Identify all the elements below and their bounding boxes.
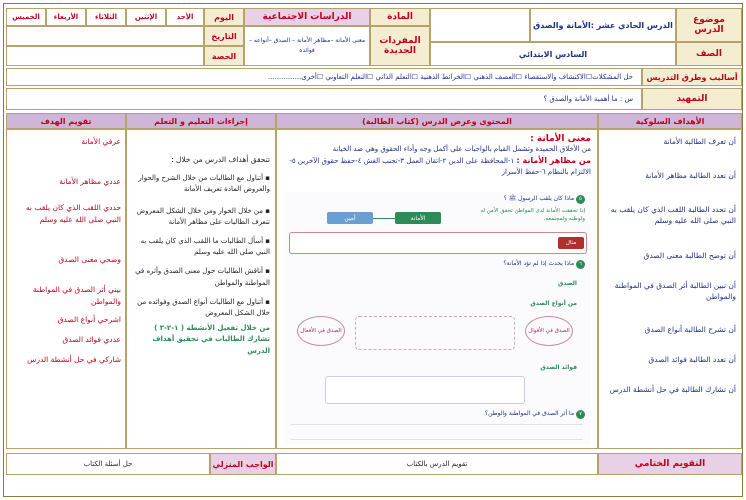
period-value[interactable] — [6, 46, 204, 66]
objective-item: أن تشرح الطالبة أنواع الصدق — [644, 325, 736, 334]
objective-item: أن تعدد الطالبة فوائد الصدق — [648, 355, 736, 364]
procedure-item: ▪ أناقش الطالبات حول معنى الصدق وأثره في المواطنة والمواطن — [135, 267, 270, 287]
material-value: الدراسات الاجتماعية — [244, 8, 370, 26]
intro-value: س : ما أهمية الأمانة والصدق ؟ — [6, 88, 642, 110]
book-effect-lines — [291, 424, 583, 440]
col-evaluation-header: تقويم الهدف — [6, 113, 126, 129]
date-label: التاريخ — [204, 26, 244, 46]
objective-item: أن تبين الطالبة أثر الصدق في المواطنة والمواطن — [614, 281, 736, 302]
day-thursday[interactable]: الخميس — [6, 8, 46, 26]
vocab-label: المفردات الجديدة — [370, 26, 430, 66]
col-objectives-header: الأهداف السلوكية — [598, 113, 742, 129]
book-benefits-title: فوائد الصدق — [540, 364, 577, 371]
day-wednesday[interactable]: الأربعاء — [46, 8, 86, 26]
day-label: اليوم — [204, 8, 244, 26]
evaluation-item: اشرحي أنواع الصدق — [57, 315, 121, 324]
evaluation-item: عددي مظاهر الأمانة — [59, 177, 121, 186]
material-label: المادة — [370, 8, 430, 26]
book-types-center-lines — [355, 316, 515, 350]
procedure-item: ▪ أتناول مع الطالبات أنواع الصدق وفوائده من خلال الشكل المعروض — [137, 297, 270, 317]
content-column — [276, 129, 598, 449]
amanah-definition-text: من الأخلاق الحميدة وتشمل القيام بالواجبات على أكمل وجه وأداء الحقوق وهي ضد الخيانة — [332, 145, 591, 153]
procedure-item: ▪ أتناول مع الطالبات من خلال الشرح والحوار والعروض المادة تعريف الأمانة — [138, 174, 270, 194]
book-type-a: الصدق في الأقوال — [525, 316, 573, 346]
objective-item: أن تحدد الطالبة اللقب الذي كان يلقب به النبي صلى الله عليه وسلم — [610, 205, 736, 226]
day-sunday[interactable]: الأحد — [166, 8, 204, 26]
evaluation-item: حددي اللقب الذي كان يلقب به النبي صلى الله عليه وسلم — [25, 203, 121, 224]
objective-item: أن توضح الطالبة معنى الصدق — [643, 251, 736, 260]
objective-item: أن تعرف الطالبة الأمانة — [663, 137, 736, 146]
objectives-column — [598, 129, 742, 449]
period-label: الحصة — [204, 46, 244, 66]
procedures-intro: تتحقق أهداف الدرس من خلال : — [171, 155, 270, 164]
methods-value: حل المشكلات☐الاكتشاف والاستقصاء ☐العصف الذهني ☐الخرائط الذهنية ☐التعلم الذاتي ☐التعلم التعاوني ☐أخرى............... — [6, 68, 642, 86]
subject-spacer — [430, 8, 530, 42]
day-monday[interactable]: الإثنين — [126, 8, 166, 26]
objective-item: أن تشارك الطالبة في حل أنشطة الدرس — [609, 385, 736, 394]
procedure-item: ▪ أسأل الطالبات ما اللقب الذي كان يلقب به النبي صلى الله عليه وسلم — [140, 237, 270, 257]
book-honesty-title: الصدق — [557, 280, 577, 287]
evaluation-item: عددي فوائد الصدق — [62, 335, 121, 344]
final-eval-value: تقويم الدرس بالكتاب — [276, 453, 598, 475]
procedure-activity: من خلال تفعيل الأنشطة ( ١-٢-٣ ) تشارك الطالبات في تحقيق أهداف الدرس — [152, 324, 270, 355]
vocab-value: معنى الأمانة –مظاهر الأمانة – الصدق –أنواعه –فوائده — [244, 26, 370, 66]
book-example-box — [289, 232, 587, 254]
procedure-item: ▪ من خلال الحوار ومن خلال الشكل المعروض تتعرف الطالبات على مظاهر الأمانة — [136, 206, 270, 226]
book-example-tag: مثال — [558, 237, 584, 249]
intro-label: التمهيد — [642, 88, 742, 110]
date-value[interactable] — [6, 26, 204, 46]
book-arrow-line — [373, 218, 395, 219]
book-types-title: من أنواع الصدق — [530, 300, 577, 307]
book-q1: ٥ ماذا كان يلقب الرسول ﷺ ؟ — [504, 194, 585, 204]
homework-value: حل أسئلة الكتاب — [6, 453, 210, 475]
subject-label: موضوع الدرس — [676, 8, 742, 42]
methods-label: أساليب وطرق التدريس — [642, 68, 742, 86]
amanah-definition-title: معنى الأمانة : — [530, 134, 591, 144]
evaluation-item: شاركي في حل أنشطة الدرس — [27, 355, 121, 364]
book-q1-num: ٥ — [576, 195, 585, 204]
grade-value: السادس الابتدائي — [430, 42, 676, 66]
evaluation-item: بيني أثر الصدق في المواطنة والمواطن — [32, 285, 121, 306]
book-line2: ٦ ماذا يحدث إذا لم تؤد الأمانة؟ — [503, 260, 585, 269]
book-q3-num: ٧ — [576, 410, 585, 419]
procedures-column — [126, 129, 276, 449]
book-line1: إذا تحققت الأمانة لدى المواطن تحقق الأمن له ولوطنه ولمجتمعه. — [480, 208, 585, 222]
evaluation-item: وضحي معنى الصدق — [58, 255, 121, 264]
day-tuesday[interactable]: الثلاثاء — [86, 8, 126, 26]
book-benefits-box — [325, 376, 525, 404]
book-amanah-box: الأمانة — [395, 212, 441, 224]
col-content-header: المحتوى وعرض الدرس (كتاب الطالبة) — [276, 113, 598, 129]
book-q2-num: ٦ — [576, 260, 585, 269]
subject-value: الدرس الحادي عشر :الأمانة والصدق — [530, 8, 676, 42]
book-effect-title: ٧ ما أثر الصدق في المواطنة والوطن؟ — [485, 410, 585, 419]
grade-label: الصف — [676, 42, 742, 66]
homework-label: الواجب المنزلي — [210, 453, 276, 475]
textbook-excerpt — [285, 192, 591, 444]
amanah-aspects: من مظاهر الأمانة : ١-المحافظة على الدين ٢-اتقان العمل ٣-تجنب الغش ٤-حفظ حقوق الآخرين ٥-الالتزام بالنظام ٦-حفظ الأسرار — [289, 155, 591, 177]
final-eval-label: التقويم الختامي — [598, 453, 742, 475]
col-procedures-header: إجراءات التعليم و التعلم — [126, 113, 276, 129]
objective-item: أن تعدد الطالبة مظاهر الأمانة — [645, 171, 736, 180]
evaluation-column — [6, 129, 126, 449]
book-amin-box: أمين — [327, 212, 373, 224]
book-type-b: الصدق في الأفعال — [297, 316, 345, 346]
evaluation-item: عرفي الأمانة — [81, 137, 121, 146]
